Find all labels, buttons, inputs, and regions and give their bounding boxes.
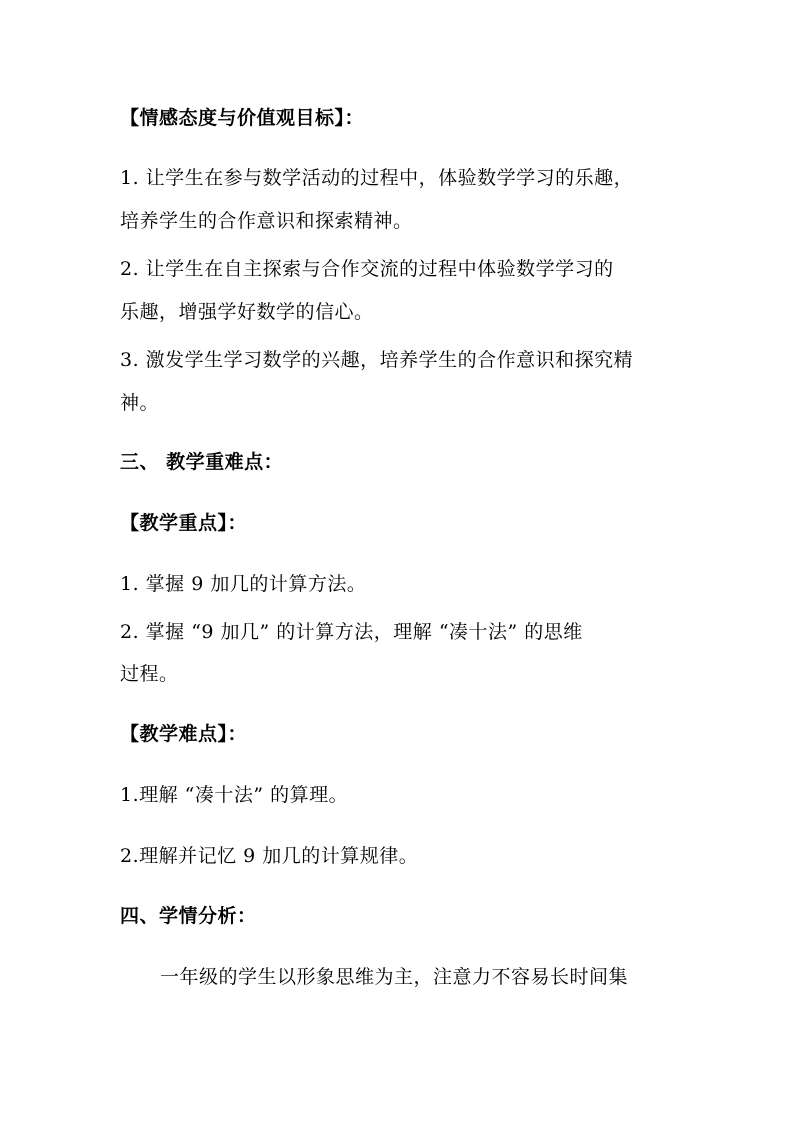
key-point-item-2-line-2: 过程。: [120, 663, 179, 685]
attitude-item-3-line-2: 神。: [120, 392, 160, 414]
attitude-item-1-line-1: 1. 让学生在参与数学活动的过程中，体验数学学习的乐趣，: [120, 167, 634, 189]
analysis-paragraph-line-1: 一年级的学生以形象思维为主，注意力不容易长时间集: [160, 966, 629, 988]
key-points-heading: 【教学重点】：: [120, 512, 248, 534]
attitude-heading: 【情感态度与价值观目标】：: [120, 107, 365, 129]
key-point-item-2-line-1: 2. 掌握 “9 加几” 的计算方法，理解 “凑十法” 的思维: [120, 621, 583, 643]
attitude-item-1-line-2: 培养学生的合作意识和探索精神。: [120, 210, 413, 232]
key-point-item-1: 1. 掌握 9 加几的计算方法。: [120, 573, 367, 595]
attitude-item-2-line-2: 乐趣，增强学好数学的信心。: [120, 301, 374, 323]
difficulties-heading: 【教学难点】：: [120, 723, 248, 745]
section-3-heading: 三、 教学重难点：: [120, 451, 284, 473]
attitude-item-3-line-1: 3. 激发学生学习数学的兴趣，培养学生的合作意识和探究精: [120, 349, 634, 371]
attitude-item-2-line-1: 2. 让学生在自主探索与合作交流的过程中体验数学学习的: [120, 258, 614, 280]
difficulty-item-1: 1.理解 “凑十法” 的算理。: [120, 784, 349, 806]
difficulty-item-2: 2.理解并记忆 9 加几的计算规律。: [120, 845, 419, 867]
section-4-heading: 四、学情分析：: [120, 905, 257, 927]
